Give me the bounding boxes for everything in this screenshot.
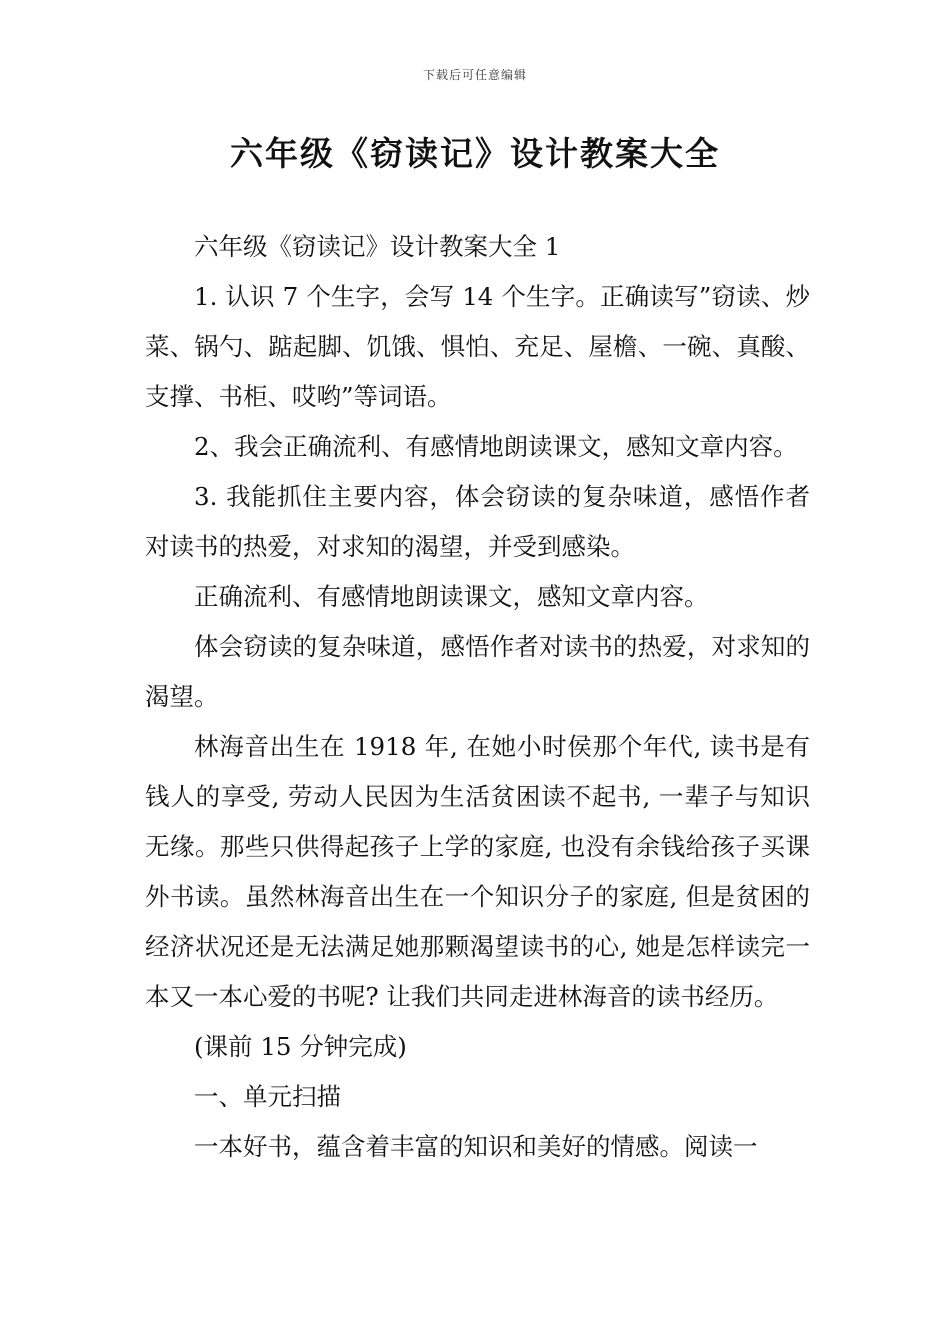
section-heading: 六年级《窃读记》设计教案大全 1: [194, 232, 561, 261]
paragraph-unit-scan-text: 一本好书，蕴含着丰富的知识和美好的情感。阅读一: [194, 1132, 758, 1161]
paragraph-introduction: 林海音出生在 1918 年, 在她小时侯那个年代, 读书是有钱人的享受, 劳动人民因为生活贫困读不起书, 一辈子与知识无缘。那些只供得起孩子上学的家庭, 也没有余钱给孩子买课外书读。虽然林海音出生在一个知识分子的家庭, 但是贫困的经济状况还是无法满足她那颗渴望读书的心, 她是怎样读完一本又一本心爱的书呢? 让我们共同走进林海音的读书经历。: [145, 732, 810, 1011]
document-body: [145, 222, 810, 1172]
document-title: 六年级《窃读记》设计教案大全: [230, 134, 720, 173]
paragraph-key-point: 正确流利、有感情地朗读课文，感知文章内容。: [194, 582, 709, 611]
paragraph-time-note: (课前 15 分钟完成): [194, 1032, 407, 1061]
paragraph-unit-scan-heading: 一、单元扫描: [194, 1082, 341, 1111]
paragraph-objective-2: 2、我会正确流利、有感情地朗读课文，感知文章内容。: [194, 432, 798, 461]
paragraph-objective-1: 1. 认识 7 个生字，会写 14 个生字。正确读写”窃读、炒菜、锅勺、踮起脚、饥饿、惧怕、充足、屋檐、一碗、真酸、支撑、书柜、哎哟”等词语。: [145, 282, 810, 411]
paragraph-difficulty: 体会窃读的复杂味道，感悟作者对读书的热爱，对求知的渴望。: [145, 632, 810, 711]
paragraph-objective-3: 3. 我能抓住主要内容，体会窃读的复杂味道，感悟作者对读书的热爱，对求知的渴望，并受到感染。: [145, 482, 810, 561]
header-note: 下载后可任意编辑: [422, 68, 527, 82]
